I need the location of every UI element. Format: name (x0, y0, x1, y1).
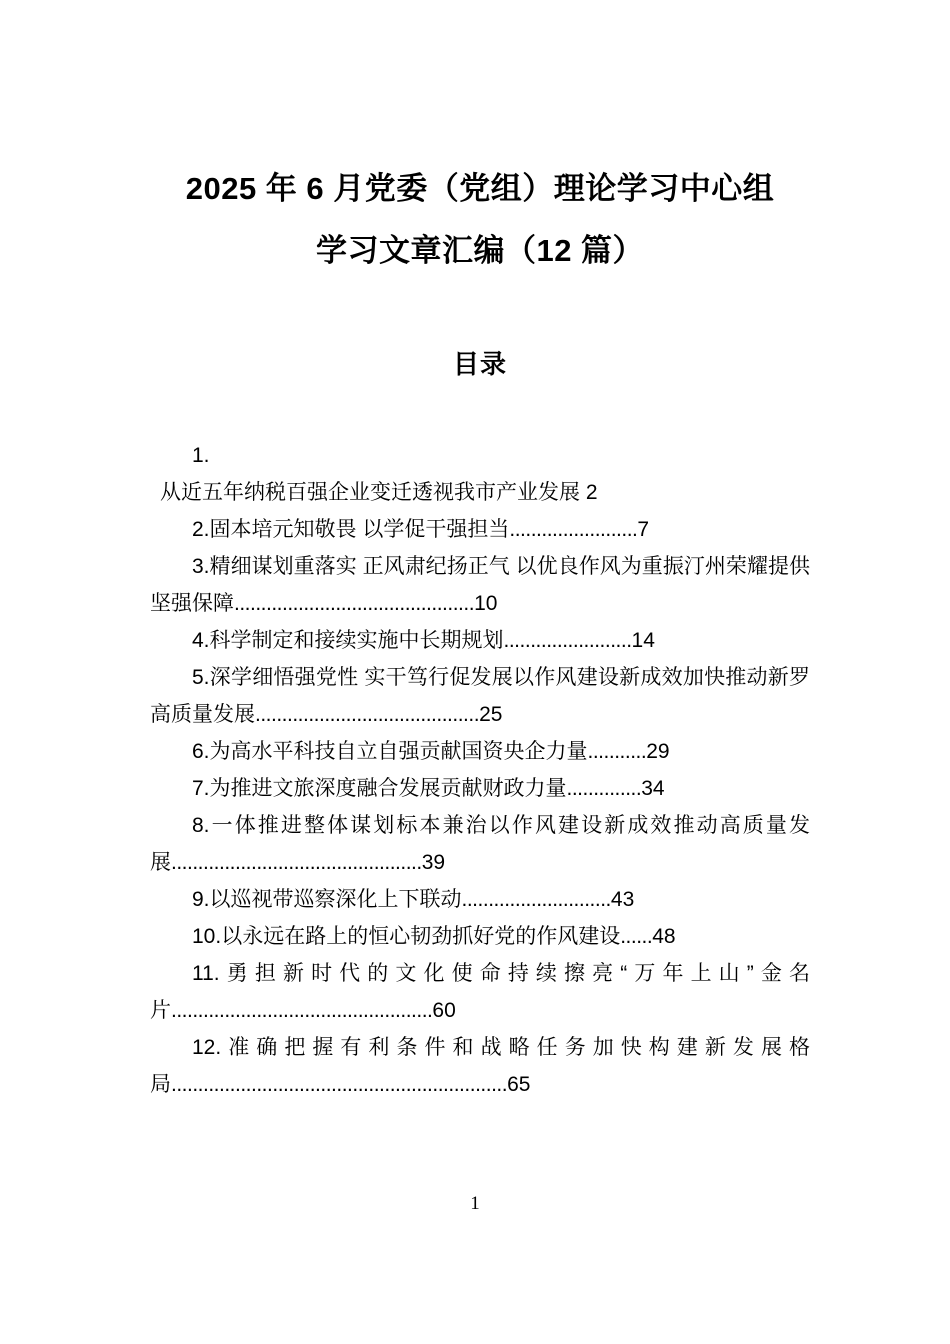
toc-entry-title: 一体推进整体谋划标本兼治以作风建设新成效推动高质量发展 (150, 814, 810, 874)
toc-entry-number: 7. (192, 777, 210, 800)
toc-entry-page: 39 (421, 851, 446, 874)
toc-entry-page: 7 (637, 518, 650, 541)
toc-entry-number: 12. (192, 1036, 222, 1059)
toc-entry-title: 准确把握有利条件和战略任务加快构建新发展格局 (150, 1036, 810, 1096)
document-title (150, 158, 810, 282)
toc-entry-title: 从近五年纳税百强企业变迁透视我市产业发展 (160, 481, 580, 504)
toc-leader-dots: .......................................... (255, 703, 480, 726)
toc-entry-number: 11. (192, 962, 220, 985)
toc-entry-number: 3. (192, 555, 210, 578)
page-content (150, 0, 810, 1103)
toc-leader-dots: .............. (566, 777, 642, 800)
toc-leader-dots: ............................................... (171, 851, 422, 874)
document-title-line-2: 学习文章汇编（12 篇） (315, 233, 645, 268)
toc-entry-title: 为高水平科技自立自强贡献国资央企力量 (209, 740, 588, 763)
toc-entry-page: 65 (507, 1073, 531, 1096)
toc-entry[interactable] (150, 659, 810, 733)
toc-entry-title: 深学细悟强党性 实干笃行促发展以作风建设新成效加快推动新罗高质量发展 (150, 666, 810, 726)
toc-entry[interactable] (150, 437, 810, 511)
toc-entry-title: 精细谋划重落实 正风肃纪扬正气 以优良作风为重振汀州荣耀提供坚强保障 (150, 555, 810, 615)
toc-entry-title-wrap (160, 474, 810, 511)
toc-leader-dots: ........... (587, 740, 647, 763)
toc-entry-page: 43 (610, 888, 635, 911)
toc-leader-dots: ............................ (461, 888, 611, 911)
toc-entry-page: 34 (641, 777, 665, 800)
toc-entry-number: 2. (192, 518, 210, 541)
toc-entry[interactable] (150, 622, 810, 659)
toc-heading: 目录 (452, 349, 507, 379)
toc-entry-title: 以巡视带巡察深化上下联动 (209, 888, 462, 911)
toc-entry-title: 科学制定和接续实施中长期规划 (209, 629, 504, 652)
toc-entry[interactable] (150, 807, 810, 881)
toc-entry-page: 14 (631, 629, 655, 652)
toc-entry[interactable] (150, 881, 810, 918)
toc-entry[interactable] (150, 511, 810, 548)
table-of-contents (150, 437, 810, 1103)
toc-entry-page: 48 (652, 925, 676, 948)
toc-entry-page: 2 (585, 481, 598, 504)
toc-entry-page: 60 (432, 999, 456, 1022)
toc-entry-number: 9. (192, 888, 210, 911)
toc-leader-dots: ........................ (509, 518, 638, 541)
toc-entry[interactable] (150, 1029, 810, 1103)
toc-entry[interactable] (150, 733, 810, 770)
toc-entry-number: 6. (192, 740, 210, 763)
page-number: 1 (470, 1193, 480, 1214)
toc-entry-title: 为推进文旅深度融合发展贡献财政力量 (209, 777, 567, 800)
toc-entry-page: 10 (474, 592, 498, 615)
toc-entry[interactable] (150, 955, 810, 1029)
toc-entry-title: 以永远在路上的恒心韧劲抓好党的作风建设 (221, 925, 621, 948)
toc-entry-title: 勇担新时代的文化使命持续擦亮“万年上山”金名片 (150, 962, 810, 1022)
toc-leader-dots: ........................ (503, 629, 632, 652)
toc-entry-number: 1. (192, 444, 210, 467)
toc-entry-number: 5. (192, 666, 210, 689)
toc-entry-number: 4. (192, 629, 210, 652)
document-title-line-1: 2025 年 6 月党委（党组）理论学习中心组 (185, 171, 775, 206)
toc-entry[interactable] (150, 918, 810, 955)
toc-entry-page: 25 (479, 703, 503, 726)
toc-leader-dots: ................................................. (171, 999, 433, 1022)
toc-entry-title: 固本培元知敬畏 以学促干强担当 (209, 518, 510, 541)
toc-leader-dots: ............................................. (234, 592, 475, 615)
toc-entry[interactable] (150, 770, 810, 807)
toc-entry-number: 8. (192, 814, 210, 837)
toc-entry-number: 10. (192, 925, 222, 948)
toc-entry-page: 29 (646, 740, 670, 763)
toc-entry[interactable] (150, 548, 810, 622)
toc-leader-dots: ...... (620, 925, 653, 948)
toc-leader-dots: ............................................................... (171, 1073, 508, 1096)
